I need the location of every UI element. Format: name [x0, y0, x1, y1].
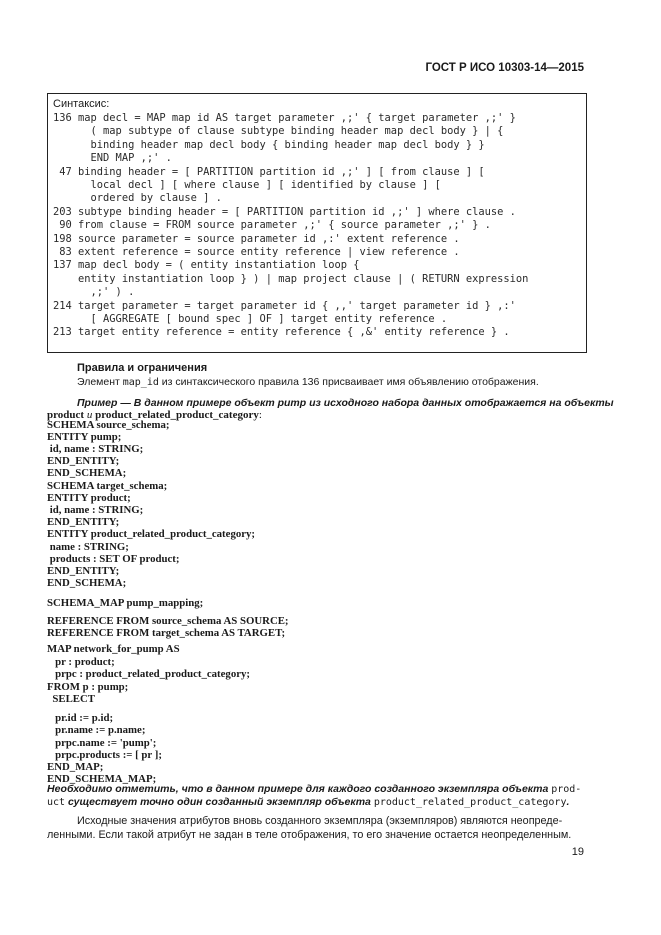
syntax-line: 203 subtype binding header = [ PARTITION partition id ,;' ] where clause . [53, 205, 516, 218]
syntax-line: 90 from clause = FROM source parameter ,;' { source parameter ,;' } . [53, 219, 491, 232]
code-line: SCHEMA target_schema; [47, 480, 168, 492]
syntax-line: [ AGGREGATE [ bound spec ] OF ] target entity reference . [53, 313, 448, 325]
example-intro-end: : [258, 409, 262, 421]
paragraph-line-2: ленными. Если такой атрибут не задан в теле отображения, то его значение остается неопределенным. [47, 829, 572, 841]
syntax-line: 136 map decl = MAP map id AS target parameter ,;' { target parameter ,;' } [53, 112, 516, 124]
code-line: END_ENTITY; [47, 455, 120, 467]
syntax-line: ,;' ) . [53, 286, 135, 299]
syntax-line: 47 binding header = [ PARTITION partition id ,;' ] [ from clause ] [ [53, 165, 485, 178]
rules-text-before: Элемент [77, 376, 123, 388]
note-line-2 [47, 796, 569, 808]
syntax-line: entity instantiation loop } ) | map project clause | ( RETURN expression [53, 272, 529, 285]
rules-text [77, 376, 539, 388]
syntax-line: 83 extent reference = source entity reference | view reference . [53, 246, 460, 258]
rules-title: Правила и ограничения [77, 362, 208, 374]
code-line: END_ENTITY; [47, 565, 120, 577]
code-line: id, name : STRING; [47, 504, 144, 516]
syntax-line: binding header map decl body { binding header map decl body } } [53, 138, 485, 151]
code-line: END_SCHEMA; [47, 467, 127, 479]
example-intro-mid: и [84, 409, 96, 421]
rules-text-after: из синтаксического правила 136 присваивает имя объявлению отображения. [158, 376, 539, 388]
syntax-line: END MAP ,;' . [53, 152, 172, 165]
code-line: ENTITY product; [47, 492, 131, 504]
code-line: name : STRING; [47, 541, 129, 553]
code-line: pr.id := p.id; [47, 712, 114, 724]
rules-code: map_id [122, 377, 159, 388]
code-line: SCHEMA source_schema; [47, 419, 170, 431]
code-line: END_SCHEMA_MAP; [47, 773, 157, 785]
note-code-3: product_related_product_category [373, 797, 567, 808]
syntax-line: ordered by clause ] . [53, 192, 222, 205]
standard-header: ГОСТ Р ИСО 10303-14—2015 [425, 62, 584, 74]
code-line: REFERENCE FROM target_schema AS TARGET; [47, 627, 286, 639]
code-line: ENTITY pump; [47, 431, 122, 443]
note-end: . [566, 796, 570, 808]
syntax-line: 213 target entity reference = entity reference { ,&' entity reference } . [53, 326, 510, 339]
code-line: END_MAP; [47, 761, 104, 773]
note-line-1 [47, 783, 581, 795]
code-line: SELECT [47, 693, 96, 705]
example-code-product: product [47, 409, 85, 421]
note-text-1: Необходимо отметить, что в данном примере для каждого созданного экземпляра объекта [47, 783, 552, 795]
code-line: pr : product; [47, 656, 115, 668]
code-line: prpc : product_related_product_category; [47, 668, 251, 680]
example-intro: Пример — В данном примере объект pump из исходного набора данных отображается на объекты [77, 397, 614, 409]
code-line: MAP network_for_pump AS [47, 643, 180, 655]
code-line: REFERENCE FROM source_schema AS SOURCE; [47, 615, 289, 627]
code-line: ENTITY product_related_product_category; [47, 528, 256, 540]
note-code-1: prod- [551, 784, 582, 795]
code-line: SCHEMA_MAP pump_mapping; [47, 597, 204, 609]
syntax-line: local decl ] [ where clause ] [ identified by clause ] [ [53, 179, 441, 191]
code-line: pr.name := p.name; [47, 724, 146, 736]
code-line: products : SET OF product; [47, 553, 180, 565]
code-line: FROM p : pump; [47, 681, 129, 693]
note-code-2: uct [47, 797, 66, 808]
code-line: prpc.name := 'pump'; [47, 737, 157, 749]
note-text-2: существует точно один созданный экземпляр объекта [65, 796, 374, 808]
page-number: 19 [571, 846, 584, 858]
syntax-line: ( map subtype of clause subtype binding header map decl body } | { [53, 125, 504, 138]
example-code-category: product_related_product_category [95, 409, 259, 421]
paragraph-line-1: Исходные значения атрибутов вновь созданного экземпляра (экземпляров) являются неопреде- [77, 815, 563, 827]
code-line: prpc.products := [ pr ]; [47, 749, 162, 761]
syntax-line: 137 map decl body = ( entity instantiation loop { [53, 259, 360, 272]
code-line: id, name : STRING; [47, 443, 144, 455]
code-line: END_ENTITY; [47, 516, 120, 528]
syntax-line: 214 target parameter = target parameter id { ,,' target parameter id } ,:' [53, 299, 516, 312]
code-line: END_SCHEMA; [47, 577, 127, 589]
syntax-title: Синтаксис: [53, 98, 110, 110]
syntax-line: 198 source parameter = source parameter id ,:' extent reference . [53, 232, 460, 245]
